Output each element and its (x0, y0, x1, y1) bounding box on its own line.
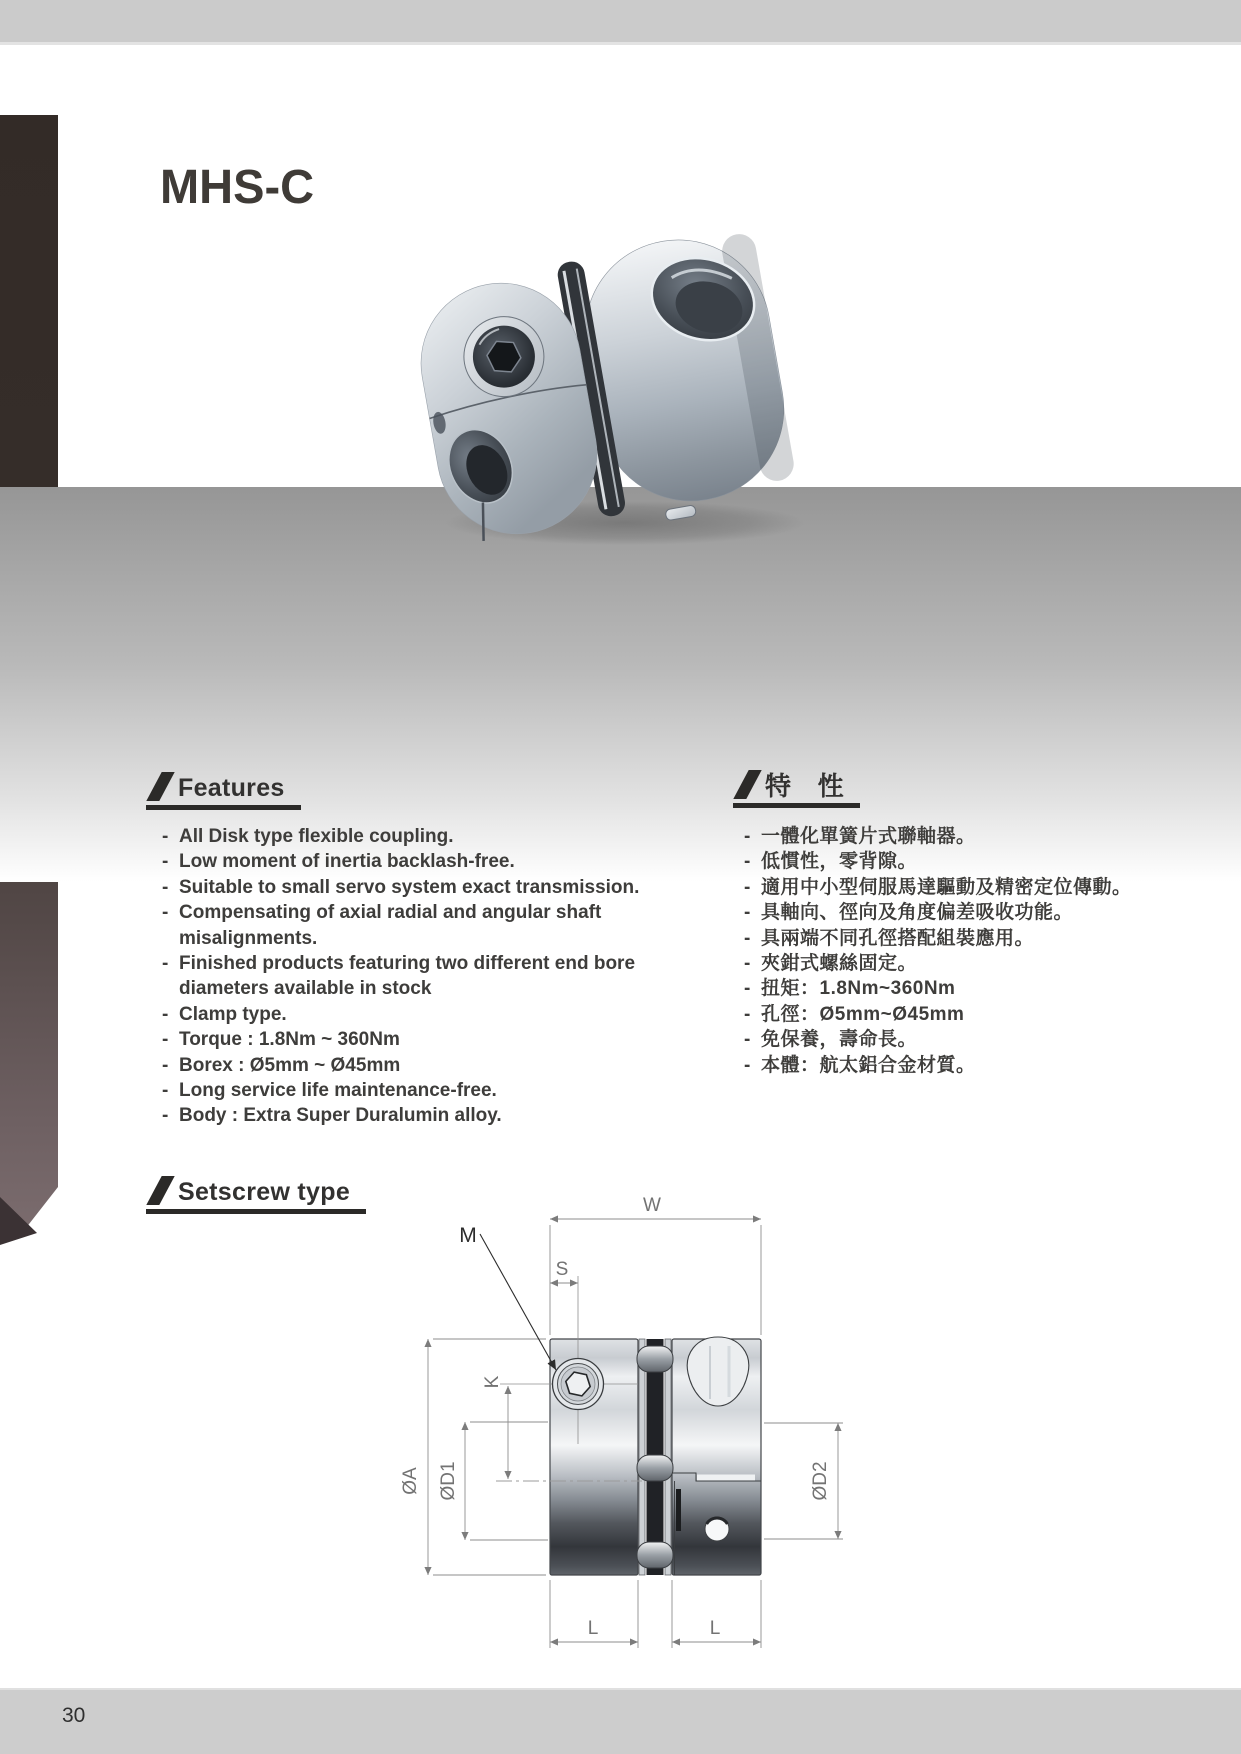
bullet-dash: - (162, 902, 169, 924)
page-title: MHS-C (160, 159, 315, 214)
dim-w-label: W (643, 1195, 661, 1216)
bullet-dash: - (162, 1003, 169, 1025)
bullet-dash: - (162, 826, 169, 847)
page-number: 30 (62, 1704, 86, 1727)
dim-k-label: K (482, 1375, 503, 1389)
bullet-dash: - (744, 876, 751, 898)
list-item (744, 1002, 1184, 1027)
bullet-dash: - (162, 1105, 169, 1127)
list-item (744, 875, 1184, 900)
features-cn-heading-label: 特 性 (765, 771, 844, 801)
list-item (162, 849, 667, 874)
bullet-text: Clamp type. (179, 1003, 287, 1025)
bullet-text: 本體：航太鋁合金材質。 (761, 1054, 976, 1076)
bullet-text: 具軸向、徑向及角度偏差吸收功能。 (761, 902, 1074, 924)
list-item (162, 900, 667, 951)
footer-bar (0, 1688, 1241, 1754)
bullet-text: 扭矩：1.8Nm~360Nm (761, 978, 956, 1000)
bullet-text: 一體化單簧片式聯軸器。 (761, 826, 976, 847)
bullet-dash: - (744, 927, 751, 949)
features-list (162, 824, 667, 1129)
list-item (744, 1053, 1184, 1078)
dim-l-right-label: L (709, 1618, 721, 1639)
features-cn-heading (733, 770, 860, 808)
bullet-dash: - (162, 876, 169, 898)
list-item (744, 1027, 1184, 1052)
bullet-dash: - (162, 1080, 169, 1102)
bullet-dash: - (744, 902, 751, 924)
list-item (744, 849, 1184, 874)
features-heading (146, 772, 301, 810)
list-item (744, 824, 1184, 849)
dim-s-label: S (555, 1259, 569, 1280)
bullet-dash: - (162, 851, 169, 873)
bullet-dash: - (744, 851, 751, 873)
bullet-text: 低慣性，零背隙。 (761, 851, 918, 873)
bullet-text: 具兩端不同孔徑搭配組裝應用。 (761, 927, 1035, 949)
bullet-text: All Disk type flexible coupling. (179, 826, 454, 847)
dim-a-label: ØA (400, 1467, 421, 1495)
heading-slash-icon (733, 770, 761, 799)
bullet-dash: - (162, 1054, 169, 1076)
list-item (162, 824, 667, 849)
list-item (162, 1053, 667, 1078)
setscrew-heading-label: Setscrew type (178, 1178, 351, 1206)
m-leader-line (480, 1234, 556, 1370)
bullet-text: 夾鉗式螺絲固定。 (761, 953, 918, 975)
list-item (162, 1002, 667, 1027)
bullet-dash: - (744, 1003, 751, 1025)
bullet-text: Torque : 1.8Nm ~ 360Nm (179, 1029, 400, 1051)
bullet-text: Low moment of inertia backlash-free. (179, 851, 515, 873)
bullet-text: Body : Extra Super Duralumin alloy. (179, 1105, 502, 1127)
list-item (162, 1027, 667, 1052)
bullet-text: Finished products featuring two different end bore diameters available in stock (179, 953, 636, 1000)
list-item (744, 976, 1184, 1001)
bullet-text: 免保養，壽命長。 (761, 1029, 918, 1051)
list-item (162, 951, 667, 1002)
bullet-dash: - (744, 978, 751, 1000)
bullet-dash: - (744, 1029, 751, 1051)
bullet-dash: - (744, 826, 751, 847)
heading-slash-icon (146, 772, 174, 801)
dim-d2-label: ØD2 (810, 1461, 831, 1501)
bullet-dash: - (744, 1054, 751, 1076)
dim-d1-label: ØD1 (438, 1461, 459, 1501)
list-item (162, 1103, 667, 1128)
bullet-text: 適用中小型伺服馬達驅動及精密定位傳動。 (761, 876, 1132, 898)
bullet-text: 孔徑：Ø5mm~Ø45mm (761, 1003, 965, 1025)
bullet-text: Compensating of axial radial and angular shaft misalignments. (179, 902, 602, 949)
dim-m-label: M (459, 1224, 477, 1247)
list-item (162, 875, 667, 900)
bullet-text: Borex : Ø5mm ~ Ø45mm (179, 1054, 401, 1076)
bullet-text: Suitable to small servo system exact transmission. (179, 876, 640, 898)
list-item (162, 1078, 667, 1103)
bullet-text: Long service life maintenance-free. (179, 1080, 497, 1102)
setscrew-heading (146, 1176, 366, 1214)
features-cn-list (744, 824, 1184, 1078)
list-item (744, 951, 1184, 976)
list-item (744, 900, 1184, 925)
top-bar (0, 0, 1241, 45)
product-photo (420, 233, 820, 548)
features-heading-label: Features (178, 774, 285, 802)
bullet-dash: - (162, 953, 169, 975)
technical-drawing (380, 1140, 1020, 1700)
bullet-dash: - (162, 1029, 169, 1051)
bullet-dash: - (744, 953, 751, 975)
list-item (744, 926, 1184, 951)
heading-slash-icon (146, 1176, 174, 1205)
dim-l-left-label: L (587, 1618, 599, 1639)
